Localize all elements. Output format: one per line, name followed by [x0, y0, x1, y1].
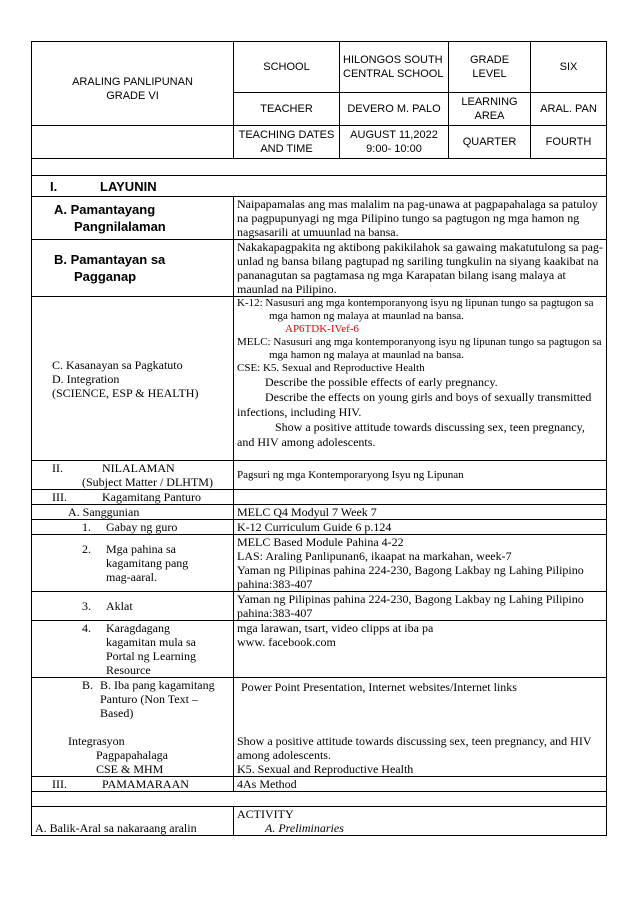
nilalaman-label: [32, 461, 234, 490]
quarter-label: QUARTER: [449, 126, 531, 159]
learning-area-label: LEARNING AREA: [449, 93, 531, 126]
integrasyon-text-1: Show a positive attitude towards discussing sex, teen pregnancy, and HIV among adolescents.: [237, 734, 592, 762]
pagganap-label: [32, 240, 234, 297]
integrasyon-text-2: K5. Sexual and Reproductive Health: [237, 762, 414, 776]
school-label: SCHOOL: [234, 42, 340, 93]
objective-1: Describe the possible effects of early pregnancy.: [265, 375, 498, 389]
aklat-text: Yaman ng Pilipinas pahina 224-230, Bagong Lakbay ng Lahing Pilipino pahina:383-407: [234, 592, 607, 621]
quarter-value: FOURTH: [531, 126, 607, 159]
pamantayang-label: [32, 197, 234, 240]
activity-cell: [234, 807, 607, 836]
grade-level-label: GRADE LEVEL: [449, 42, 531, 93]
subject-cell: [32, 42, 234, 126]
section-layunin: [32, 176, 607, 197]
grade-level-value: SIX: [531, 42, 607, 93]
grade-title: GRADE VI: [106, 89, 159, 102]
integration-sub: (SCIENCE, ESP & HEALTH): [52, 385, 199, 400]
gabay-label-text: Gabay ng guro: [106, 520, 178, 534]
pamamaraan-method: 4As Method: [234, 777, 607, 792]
karagdagang-text-2: www. facebook.com: [237, 635, 336, 649]
nilalaman-text: Pagsuri ng mga Kontemporaryong Isyu ng Lipunan: [234, 461, 607, 490]
balik-aral-label: A. Balik-Aral sa nakaraang aralin: [32, 807, 234, 836]
kagamitan-number: III.: [52, 490, 67, 504]
dates-value-date: AUGUST 11,2022: [350, 129, 438, 141]
iba-pang-text: [234, 678, 607, 777]
melc-text: MELC: Nasusuri ang mga kontemporanyong isyu ng lipunan tungo sa pagtugon sa mga hamon ng malaya at maunlad na bansa.: [237, 336, 602, 361]
pahina-text-1: MELC Based Module Pahina 4-22: [237, 535, 404, 549]
nilalaman-number: II.: [52, 461, 63, 475]
pagganap-label-line2: Pagganap: [74, 269, 137, 284]
kasanayan-line: C. Kasanayan sa Pagkatuto: [52, 357, 183, 372]
spacer-row-2: [32, 792, 607, 807]
integrasyon-sub1: Pagpapahalaga: [96, 748, 168, 762]
objective-3: Show a positive attitude towards discussing sex, teen pregnancy, and HIV among adolescents.: [237, 420, 585, 449]
teacher-label: TEACHER: [234, 93, 340, 126]
blank-header-cell: [32, 126, 234, 159]
gabay-label: 1. Gabay ng guro: [32, 520, 234, 535]
dates-label: TEACHING DATES AND TIME: [234, 126, 340, 159]
school-value: HILONGOS SOUTH CENTRAL SCHOOL: [340, 42, 449, 93]
pamantayang-label-line1: A. Pamantayang: [54, 202, 156, 217]
activity-title: ACTIVITY: [237, 807, 294, 821]
objective-2: Describe the effects on young girls and boys of sexually transmitted infections, including HIV.: [237, 390, 592, 419]
aklat-label: 3. Aklat: [32, 592, 234, 621]
section-title: LAYUNIN: [100, 178, 157, 194]
pahina-text-2: LAS: Araling Panlipunan6, ikaapat na markahan, week-7: [237, 549, 512, 563]
karagdagang-label-text: Karagdagang kagamitan mula sa Portal ng Learning Resource: [106, 621, 196, 677]
sanggunian-label: A. Sanggunian: [32, 505, 234, 520]
iba-pang-label-text: B. Iba pang kagamitang Panturo (Non Text – Based): [100, 678, 215, 720]
kagamitan-label: [32, 490, 234, 505]
pahina-label: 2. Mga pahina sa kagamitang pang mag-aaral.: [32, 535, 234, 592]
learning-area-value: ARAL. PAN: [531, 93, 607, 126]
kasanayan-label: [32, 297, 234, 461]
k12-code: AP6TDK-IVef-6: [285, 323, 359, 335]
integrasyon-sub2: CSE & MHM: [96, 762, 164, 776]
pahina-label-text: Mga pahina sa kagamitang pang mag-aaral.: [106, 542, 189, 584]
nilalaman-title: NILALAMAN: [102, 461, 175, 475]
pahina-text-3: Yaman ng Pilipinas pahina 224-230, Bagong Lakbay ng Lahing Pilipino pahina:383-407: [237, 563, 584, 591]
karagdagang-text: [234, 621, 607, 678]
gabay-text: K-12 Curriculum Guide 6 p.124: [234, 520, 607, 535]
sanggunian-text: MELC Q4 Modyul 7 Week 7: [234, 505, 607, 520]
pagganap-text: Nakakapagpakita ng aktibong pakikilahok sa gawaing makatutulong sa pag-unlad ng bansa bilang pagtupad ng sariling tungkulin na siyang kaakibat na pananagutan sa pagtamasa ng mga Karapatan bilang isang malaya at maunlad na Pilipino.: [234, 240, 607, 297]
iba-pang-text-1: Power Point Presentation, Internet websites/Internet links: [241, 680, 517, 694]
pamamaraan-label: [32, 777, 234, 792]
pamamaraan-number: III.: [52, 777, 67, 791]
pamamaraan-title: PAMAMARAAN: [102, 777, 189, 791]
pamantayang-label-line2: Pangnilalaman: [74, 219, 166, 234]
pahina-text: [234, 535, 607, 592]
lesson-plan-table: [31, 41, 607, 836]
iba-pang-label: B. B. Iba pang kagamitang Panturo (Non Text – Based) Integrasyon Pagpapahalaga CSE & MHM: [32, 678, 234, 777]
nilalaman-sub: (Subject Matter / DLHTM): [82, 475, 213, 489]
cse-text: CSE: K5. Sexual and Reproductive Health: [237, 362, 425, 374]
spacer-row: [32, 159, 607, 176]
pagganap-label-line1: B. Pamantayan sa: [54, 252, 166, 267]
subject-title: ARALING PANLIPUNAN: [72, 75, 193, 88]
integrasyon-label: Integrasyon: [68, 734, 125, 748]
teacher-value: DEVERO M. PALO: [340, 93, 449, 126]
pamantayang-text: Naipapamalas ang mas malalim na pag-unawa at pagpapahalaga sa patuloy na pagpupunyagi ng mga Pilipino tungo sa pagtugon ng mga hamon ng nagsasarili at umuunlad na bansa.: [234, 197, 607, 240]
karagdagang-text-1: mga larawan, tsart, video clipps at iba pa: [237, 621, 434, 635]
section-number: I.: [50, 178, 58, 194]
kagamitan-title: Kagamitang Panturo: [102, 490, 201, 504]
dates-value-time: 9:00- 10:00: [366, 143, 422, 155]
integration-line: D. Integration: [52, 371, 120, 386]
lesson-plan-document: [31, 41, 606, 836]
k12-text: K-12: Nasusuri ang mga kontemporanyong isyu ng lipunan tungo sa pagtugon sa mga hamon ng malaya at maunlad na bansa.: [237, 297, 594, 322]
dates-value: [340, 126, 449, 159]
kasanayan-text: [234, 297, 607, 461]
aklat-label-text: Aklat: [106, 599, 133, 613]
preliminaries-title: A. Preliminaries: [265, 821, 344, 835]
kagamitan-empty: [234, 490, 607, 505]
karagdagang-label: 4. Karagdagang kagamitan mula sa Portal ng Learning Resource: [32, 621, 234, 678]
